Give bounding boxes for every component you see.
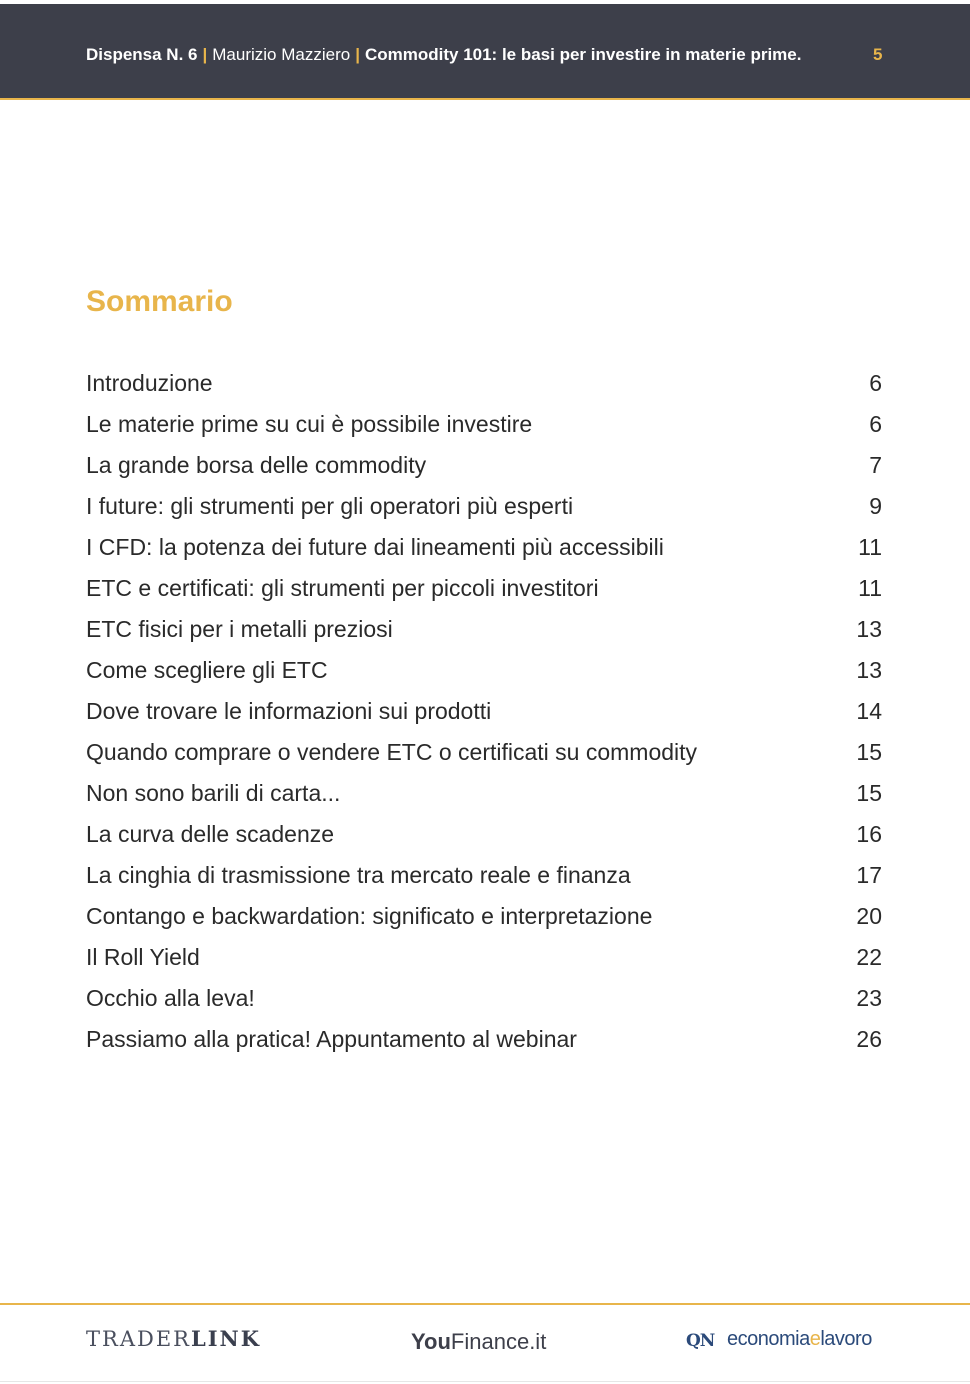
youfinance-logo (411, 1329, 546, 1355)
qn-logo: QN (686, 1331, 715, 1351)
eco-logo-text: economia (727, 1328, 810, 1350)
toc-entry-page: 6 (869, 411, 882, 437)
traderlink-logo-text-bold: LINK (190, 1326, 262, 1351)
header-separator: | (355, 45, 360, 64)
toc-entry-label: Il Roll Yield (86, 944, 200, 970)
toc-entry[interactable] (86, 363, 882, 404)
header-title: Commodity 101: le basi per investire in materie prime. (364, 45, 802, 64)
toc-entry-page: 14 (856, 698, 882, 724)
toc-entry-label: ETC fisici per i metalli preziosi (86, 616, 393, 642)
toc-entry-page: 13 (856, 657, 882, 683)
page-header (0, 4, 970, 100)
header-author: Maurizio Mazziero (212, 45, 351, 64)
youfinance-logo-text: Finance.it (450, 1329, 547, 1354)
toc-entry-page: 26 (856, 1026, 882, 1052)
toc-entry[interactable] (86, 568, 882, 609)
footer-divider (0, 1303, 970, 1305)
toc-entry[interactable] (86, 445, 882, 486)
toc-entry-label: I future: gli strumenti per gli operatori più esperti (86, 493, 574, 519)
toc-entry-page: 20 (856, 903, 882, 929)
toc-entry[interactable] (86, 732, 882, 773)
toc-title: Sommario (86, 285, 233, 318)
toc-entry-page: 16 (856, 821, 882, 847)
toc-entry-page: 13 (856, 616, 882, 642)
toc-entry[interactable] (86, 527, 882, 568)
toc-entry[interactable] (86, 773, 882, 814)
toc-entry-page: 23 (856, 985, 882, 1011)
toc-entry-label: ETC e certificati: gli strumenti per piccoli investitori (86, 575, 599, 601)
eco-logo-text-2: lavoro (820, 1328, 872, 1350)
traderlink-logo (86, 1326, 261, 1351)
toc-entry[interactable] (86, 486, 882, 527)
header-dispensa: Dispensa N. 6 (86, 45, 198, 64)
toc-entry[interactable] (86, 609, 882, 650)
toc-entry-page: 11 (858, 575, 882, 601)
youfinance-logo-text-bold: You (411, 1329, 451, 1354)
toc-entry[interactable] (86, 1019, 882, 1060)
toc-entry[interactable] (86, 896, 882, 937)
toc-entry-page: 6 (869, 370, 882, 396)
toc-entry-label: Non sono barili di carta... (86, 780, 341, 806)
toc-entry-label: La grande borsa delle commodity (86, 452, 427, 478)
toc-entry-label: Contango e backwardation: significato e interpretazione (86, 903, 653, 929)
toc-entry-label: Introduzione (86, 370, 213, 396)
toc-entry[interactable] (86, 855, 882, 896)
toc-entry-label: La cinghia di trasmissione tra mercato reale e finanza (86, 862, 631, 888)
toc-entry-page: 17 (856, 862, 882, 888)
toc-entry[interactable] (86, 814, 882, 855)
header-separator: | (202, 45, 208, 64)
economia-e-lavoro-logo (727, 1328, 872, 1351)
toc-entry-label: I CFD: la potenza dei future dai lineamenti più accessibili (86, 534, 664, 560)
toc-entry[interactable] (86, 650, 882, 691)
toc-entry-label: Le materie prime su cui è possibile investire (86, 411, 533, 437)
toc-entry[interactable] (86, 937, 882, 978)
toc-entry-page: 22 (856, 944, 882, 970)
table-of-contents (86, 363, 882, 1060)
header-text (86, 45, 801, 65)
toc-entry-label: Quando comprare o vendere ETC o certificati su commodity (86, 739, 698, 765)
toc-entry[interactable] (86, 978, 882, 1019)
toc-entry-label: Come scegliere gli ETC (86, 657, 328, 683)
eco-logo-accent: e (809, 1328, 821, 1350)
toc-entry-page: 9 (869, 493, 882, 519)
bottom-rule (0, 1381, 970, 1382)
toc-entry-label: La curva delle scadenze (86, 821, 335, 847)
toc-entry-label: Passiamo alla pratica! Appuntamento al webinar (86, 1026, 577, 1052)
traderlink-logo-text: TRADER (86, 1327, 191, 1351)
toc-entry-page: 7 (869, 452, 882, 478)
toc-entry-label: Occhio alla leva! (86, 985, 255, 1011)
toc-entry[interactable] (86, 404, 882, 445)
toc-entry-page: 15 (856, 780, 882, 806)
header-page-number: 5 (873, 45, 883, 64)
toc-entry[interactable] (86, 691, 882, 732)
toc-entry-page: 11 (858, 534, 882, 560)
toc-entry-label: Dove trovare le informazioni sui prodotti (86, 698, 492, 724)
toc-entry-page: 15 (856, 739, 882, 765)
